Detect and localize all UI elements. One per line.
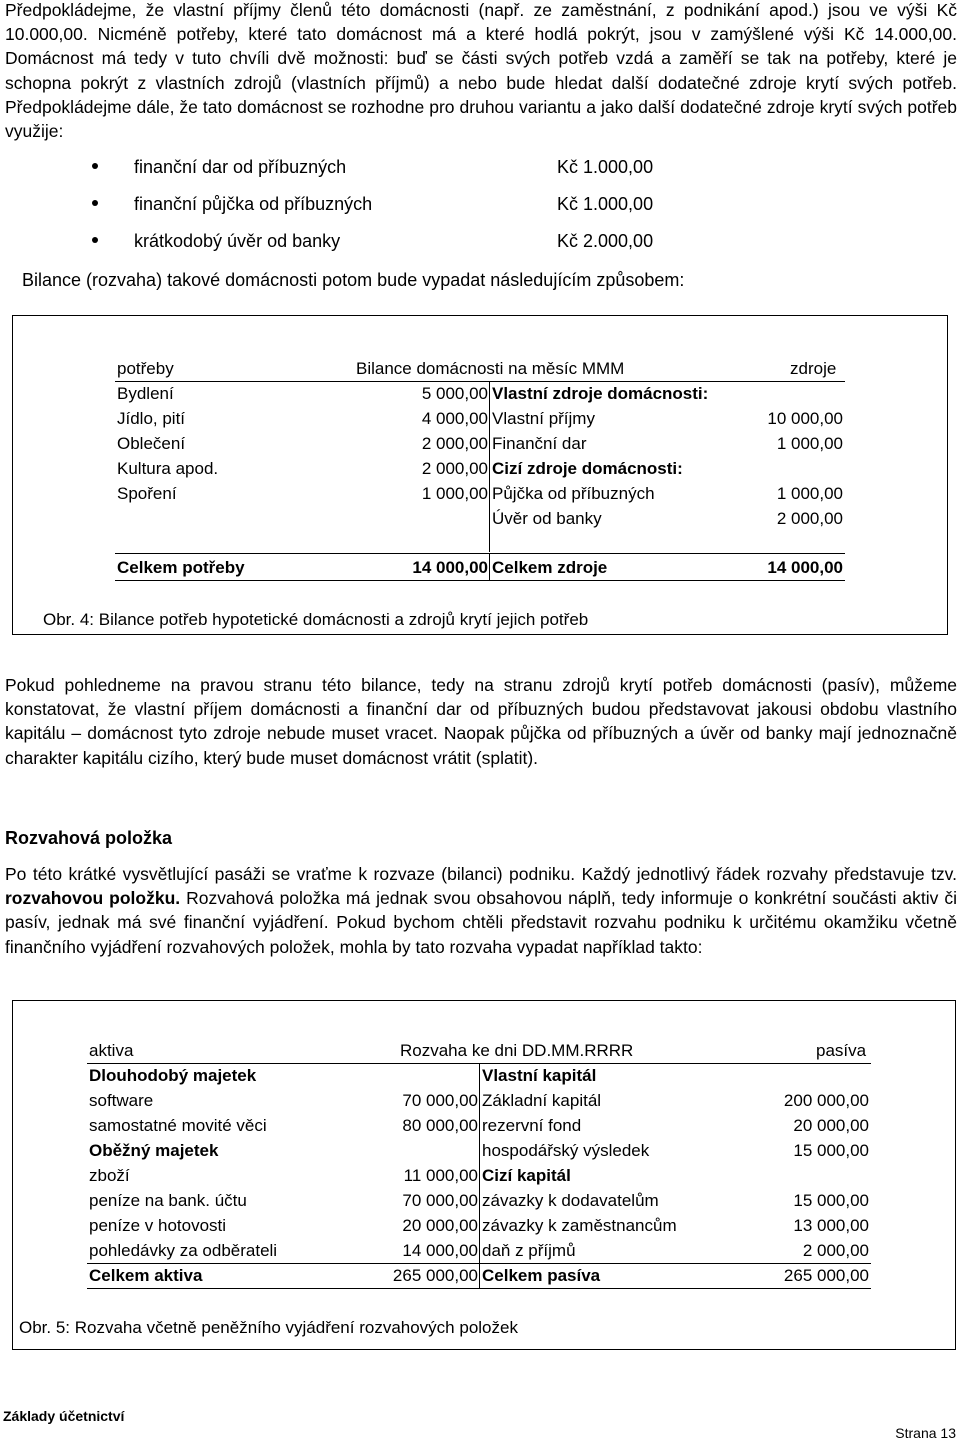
table2-total-left-label: Celkem aktiva: [89, 1266, 203, 1285]
table1-header-rule: [115, 381, 845, 382]
intro-paragraph: Předpokládejme, že vlastní příjmy členů této domácnosti (např. ze zaměstnání, z podnikání apod.) jsou ve výši Kč 10.000,00. Nicméně potřeby, které tato domácnost má a které hodlá pokrýt, jsou v zamýšlené výši Kč 14.000,00. Domácnost má tedy v tuto chvíli dvě možnosti: buď se části svých potřeb vzdá a zaměří se tak na potřeby, které je schopna pokrýt z vlastních zdrojů (vlastních příjmů) a nebo bude hledat další dodatečné zdroje krytí svých potřeb. Předpokládejme dále, že tato domácnost se rozhodne pro druhou variantu a jako další dodatečné zdroje krytí svých potřeb využije:: [5, 0, 957, 142]
table-row-label: rezervní fond: [482, 1116, 582, 1135]
table-row-value: 200 000,00: [783, 1091, 869, 1110]
table1-total-left-value: 14 000,00: [412, 558, 488, 577]
table-row-label: samostatné movité věci: [89, 1116, 267, 1135]
bullet-icon: [92, 163, 98, 169]
table-row-value: 11 000,00: [403, 1166, 478, 1185]
bullet-amount: Kč 1.000,00: [557, 194, 654, 214]
table1-center-divider: [489, 381, 490, 552]
table2-center-divider: [479, 1063, 480, 1263]
page-number: Strana 13: [895, 1425, 956, 1441]
table-row-label: Úvěr od banky: [492, 509, 602, 528]
table-row-label: Cizí zdroje domácnosti:: [492, 459, 683, 478]
table-row-value: 5 000,00: [421, 384, 488, 403]
bullet-label: finanční dar od příbuzných: [134, 157, 347, 177]
table-row-label: Oblečení: [117, 434, 186, 453]
bullet-amount: Kč 2.000,00: [557, 231, 654, 251]
table-row-value: 14 000,00: [402, 1241, 478, 1260]
table-row-label: Vlastní kapitál: [482, 1066, 597, 1085]
table2-header-title: Rozvaha ke dni DD.MM.RRRR: [400, 1041, 634, 1060]
paragraph-text: Po této krátké vysvětlující pasáži se vraťme k rozvaze (bilanci) podniku. Každý jednotlivý řádek rozvahy představuje tzv.: [5, 864, 957, 884]
table-row-label: Jídlo, pití: [117, 409, 186, 428]
figure5-caption: Obr. 5: Rozvaha včetně peněžního vyjádření rozvahových položek: [19, 1318, 518, 1337]
table-row-value: 10 000,00: [767, 409, 843, 428]
table1-total-rule-top: [115, 553, 845, 554]
table-row-value: 20 000,00: [402, 1216, 478, 1235]
table-row-value: 70 000,00: [402, 1091, 478, 1110]
table-row-label: Oběžný majetek: [89, 1141, 219, 1160]
table-row-label: peníze v hotovosti: [89, 1216, 227, 1235]
table2-header-left: aktiva: [89, 1041, 134, 1060]
bullet-label: krátkodobý úvěr od banky: [134, 231, 341, 251]
table-row-value: 15 000,00: [793, 1141, 869, 1160]
table1-total-right-value: 14 000,00: [767, 558, 843, 577]
table-row-label: závazky k dodavatelům: [482, 1191, 659, 1210]
table1-total-right-label: Celkem zdroje: [492, 558, 608, 577]
table-row-label: peníze na bank. účtu: [89, 1191, 247, 1210]
table2-total-left-value: 265 000,00: [392, 1266, 478, 1285]
table2-header-right: pasíva: [816, 1041, 867, 1060]
table-row-label: Vlastní zdroje domácnosti:: [492, 384, 709, 403]
table-row-label: Finanční dar: [492, 434, 587, 453]
table-row-value: 70 000,00: [402, 1191, 478, 1210]
table-row-value: 20 000,00: [793, 1116, 869, 1135]
table-row-label: pohledávky za odběrateli: [89, 1241, 278, 1260]
table-row-value: 2 000,00: [421, 434, 488, 453]
balance-item-paragraph: [5, 862, 957, 959]
table1-total-left-label: Celkem potřeby: [117, 558, 245, 577]
table-row-value: 80 000,00: [402, 1116, 478, 1135]
bullet-icon: [92, 237, 98, 243]
table-row-label: daň z příjmů: [482, 1241, 576, 1260]
paragraph-text: Rozvahová položka má jednak svou obsahovou náplň, tedy informuje o konkrétní součásti aktiv či pasív, jednak má své finanční vyjádření. Pokud bychom chtěli představit rozvahu podniku k určitému okamžiku včetně finančního vyjádření rozvahových položek, mohla by tato rozvaha vypadat například takto:: [5, 888, 957, 957]
liabilities-paragraph: Pokud pohledneme na pravou stranu této bilance, tedy na stranu zdrojů krytí potřeb domácnosti (pasív), můžeme konstatovat, že vlastní příjem domácnosti a finanční dar od příbuzných budou představovat jakousi obdobu vlastního kapitálu – domácnost tyto zdroje nebude muset vracet. Naopak půjčka od příbuzných a úvěr od banky mají jednoznačně charakter kapitálu cizího, který bude muset domácnost vrátit (splatit).: [5, 675, 957, 768]
table-row-label: závazky k zaměstnancům: [482, 1216, 677, 1235]
bullet-amount: Kč 1.000,00: [557, 157, 654, 177]
table-row-label: hospodářský výsledek: [482, 1141, 650, 1160]
table-row-value: 2 000,00: [802, 1241, 869, 1260]
table-row-value: 15 000,00: [793, 1191, 869, 1210]
section-heading: Rozvahová položka: [5, 828, 173, 848]
table-row-label: Spoření: [117, 484, 177, 503]
table-row-label: software: [89, 1091, 154, 1110]
table-row-value: 4 000,00: [421, 409, 488, 428]
bullet-label: finanční půjčka od příbuzných: [134, 194, 373, 214]
table2-total-right-label: Celkem pasíva: [482, 1266, 601, 1285]
figure4-caption: Obr. 4: Bilance potřeb hypotetické domácnosti a zdrojů krytí jejich potřeb: [43, 610, 589, 629]
table-row-value: 1 000,00: [421, 484, 488, 503]
table1-header-right: zdroje: [790, 359, 837, 378]
table-row-label: Základní kapitál: [482, 1091, 602, 1110]
footer-title: Základy účetnictví: [3, 1408, 125, 1424]
table-row-label: Vlastní příjmy: [492, 409, 595, 428]
term-highlight: rozvahovou položku.: [5, 888, 181, 909]
table1-total-rule-bottom: [115, 580, 845, 581]
table1-header-title: Bilance domácnosti na měsíc MMM: [356, 359, 625, 378]
table-row-value: 1 000,00: [776, 484, 843, 503]
table-row-label: Dlouhodobý majetek: [89, 1066, 257, 1085]
table-row-label: Bydlení: [117, 384, 174, 403]
table-row-label: Půjčka od příbuzných: [492, 484, 655, 503]
balance-intro-line: Bilance (rozvaha) takové domácnosti potom bude vypadat následujícím způsobem:: [22, 270, 685, 290]
table2-total-rule-bottom: [87, 1288, 871, 1289]
table-row-value: 2 000,00: [776, 509, 843, 528]
table1-total-divider: [489, 553, 490, 581]
table-row-value: 1 000,00: [776, 434, 843, 453]
table2-total-divider: [479, 1263, 480, 1289]
table1-header-left: potřeby: [117, 359, 174, 378]
bullet-icon: [92, 200, 98, 206]
table-row-label: Kultura apod.: [117, 459, 219, 478]
table-row-label: zboží: [89, 1166, 130, 1185]
table2-total-right-value: 265 000,00: [783, 1266, 869, 1285]
table-row-value: 2 000,00: [421, 459, 488, 478]
table-row-value: 13 000,00: [793, 1216, 869, 1235]
table-row-label: Cizí kapitál: [482, 1166, 571, 1185]
